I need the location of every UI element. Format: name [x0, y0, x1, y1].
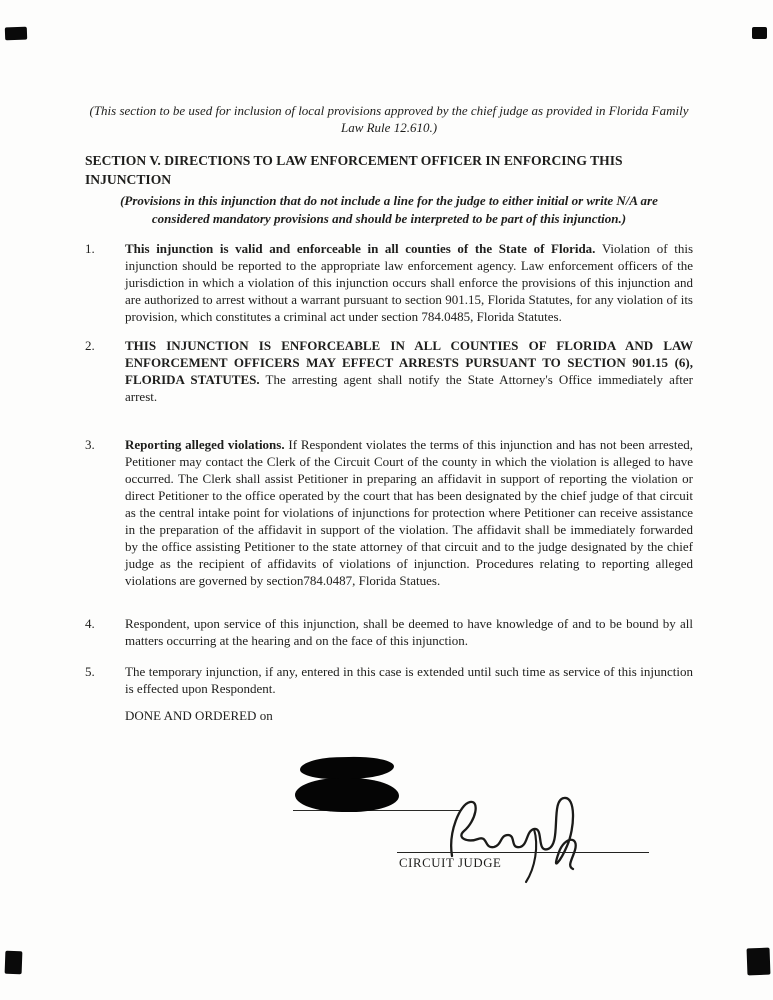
item-body — [125, 337, 693, 405]
redaction-scribble — [300, 756, 395, 780]
item-body — [125, 436, 693, 589]
circuit-judge-label: CIRCUIT JUDGE — [399, 856, 502, 870]
item-text: The temporary injunction, if any, entered in this case is extended until such time as service of this injunction is effected upon Respondent. — [125, 664, 693, 696]
item-body — [125, 615, 693, 649]
item-body — [125, 240, 693, 325]
done-and-ordered-label: DONE AND ORDERED on — [125, 708, 273, 723]
item-body — [125, 663, 693, 697]
item-bold-text: Reporting alleged violations. — [125, 437, 285, 452]
scan-corner-mark-bottom-left — [5, 951, 23, 975]
item-text: If Respondent violates the terms of this injunction and has not been arrested, Petitioner may contact the Clerk of the Circuit Court of the county in which the violation is alleged to have occurred. The Clerk shall assist Petitioner in preparing an affidavit in support of reporting the violation or direct Petitioner to the office operated by the court that has been designated by the chief judge of that circuit as the central intake point for violations of injunctions for protection where Petitioner can receive assistance in the preparation of the affidavit in support of the violation. The affidavit shall be immediately forwarded by the office assisting Petitioner to the state attorney of that circuit and to the judge designated by the chief judge as the recipient of affidavits of violations of injunction. Procedures relating to reporting alleged violations are governed by section784.0487, Florida Statues. — [125, 437, 693, 588]
document-content — [85, 102, 693, 724]
redaction-blob — [295, 778, 399, 812]
item-number: 5. — [85, 664, 95, 679]
item-number: 2. — [85, 338, 95, 353]
item-bold-text: This injunction is valid and enforceable in all counties of the State of Florida. — [125, 241, 596, 256]
scan-corner-mark-top-left — [5, 27, 27, 41]
list-item-4 — [85, 615, 693, 649]
list-item-3 — [85, 436, 693, 589]
item-text: The arresting agent shall notify the State Attorney's Office immediately after arrest. — [125, 372, 693, 404]
signature-scribble — [438, 786, 596, 886]
item-number: 3. — [85, 437, 95, 452]
scan-corner-mark-bottom-right — [747, 948, 771, 976]
section-heading: SECTION V. DIRECTIONS TO LAW ENFORCEMENT OFFICER IN ENFORCING THIS INJUNCTION — [85, 153, 623, 187]
numbered-list — [85, 240, 693, 697]
signature-line — [397, 852, 649, 853]
list-item-5 — [85, 663, 693, 697]
intro-note: (This section to be used for inclusion of local provisions approved by the chief judge as provided in Florida Family Law Rule 12.610.) — [89, 103, 689, 135]
mandatory-provisions-note: (Provisions in this injunction that do not include a line for the judge to either initial or write N/A are considered mandatory provisions and should be interpreted to be part of this injunction.) — [120, 193, 658, 226]
list-item-2 — [85, 337, 693, 405]
item-number: 1. — [85, 241, 95, 256]
date-underline — [293, 810, 460, 811]
item-text: Violation of this injunction should be reported to the appropriate law enforcement agency. Law enforcement officers of the jurisdiction in which a violation of this injunction occurs shall enforce the provisions of this injunction and are authorized to arrest without a warrant pursuant to section 901.15, Florida Statutes, for any violation of its provision, which constitutes a criminal act under section 784.0485, Florida Statutes. — [125, 241, 693, 324]
list-item-1 — [85, 240, 693, 325]
item-text: Respondent, upon service of this injunction, shall be deemed to have knowledge of and to be bound by all matters occurring at the hearing and on the face of this injunction. — [125, 616, 693, 648]
item-number: 4. — [85, 616, 95, 631]
scan-corner-mark-top-right — [752, 27, 767, 39]
item-bold-text: THIS INJUNCTION IS ENFORCEABLE IN ALL COUNTIES OF FLORIDA AND LAW ENFORCEMENT OFFICERS MAY EFFECT ARRESTS PURSUANT TO SECTION 901.15 (6), FLORIDA STATUTES. — [125, 338, 693, 387]
